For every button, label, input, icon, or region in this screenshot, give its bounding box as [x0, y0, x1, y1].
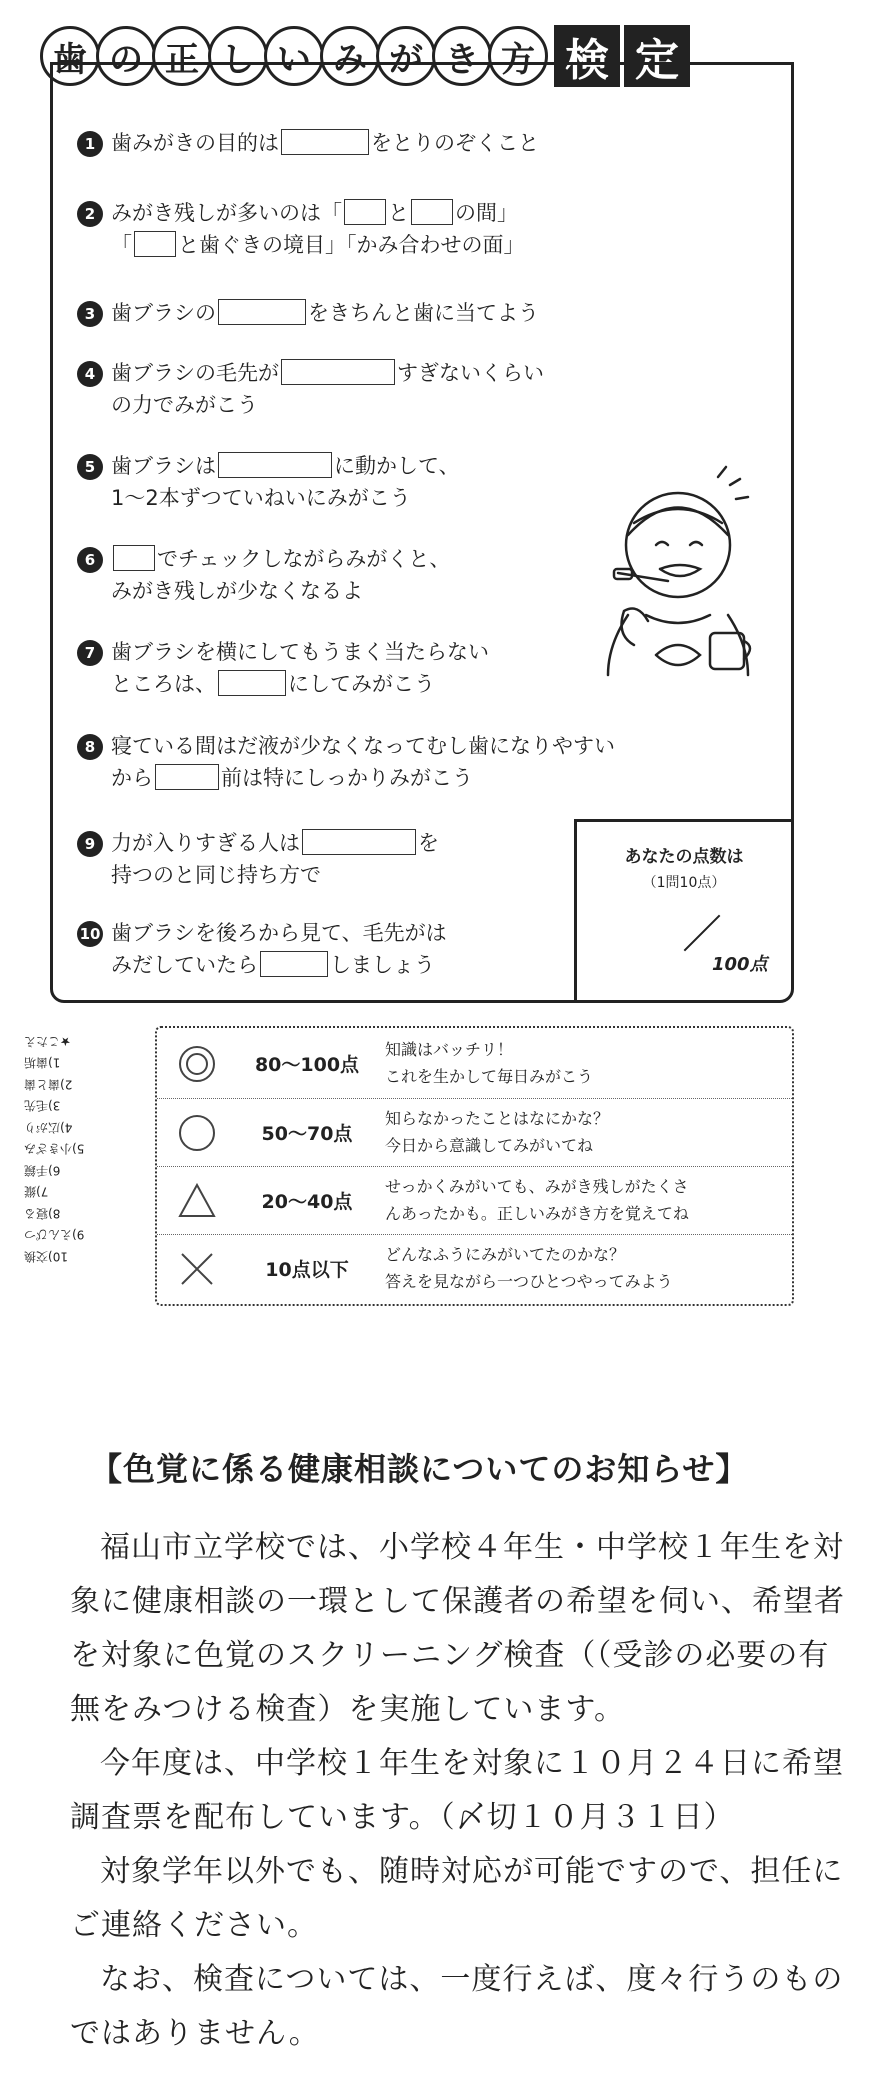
question-text: しましょう: [330, 953, 435, 977]
score-legend: [155, 1026, 794, 1306]
answer-item: 4)広がり: [24, 1120, 73, 1135]
child-brushing-teeth-illustration: [598, 465, 778, 705]
answer-item: 5)小きざみ: [24, 1142, 85, 1156]
question-text: みだしていたら: [111, 953, 258, 977]
question-text: に動かして、: [334, 454, 460, 478]
question-number: 9: [77, 831, 103, 857]
notice-body: [70, 1521, 850, 2061]
title-char: き: [432, 26, 492, 86]
question-text: みがき残しが少なくなるよ: [111, 579, 363, 603]
answer-blank[interactable]: [411, 199, 453, 225]
question-text: 「: [111, 233, 132, 257]
answer-blank[interactable]: [134, 231, 176, 257]
notice-paragraph: 対象学年以外でも、随時対応が可能ですので、担任にご連絡ください。: [70, 1854, 844, 1943]
title-box-char: 定: [624, 25, 690, 87]
question-number: 2: [77, 201, 103, 227]
triangle-icon: [177, 1181, 217, 1221]
question-text: ところは、: [111, 672, 216, 696]
question-text: と歯ぐきの境目」「かみ合わせの面」: [178, 233, 525, 257]
question-text: すぎないくらい: [397, 361, 544, 385]
title-char: 正: [152, 26, 212, 86]
title-box-char: 検: [554, 25, 620, 87]
answer-blank[interactable]: [281, 129, 369, 155]
question-4: [84, 357, 544, 421]
legend-range: 20～40点: [261, 1191, 353, 1213]
question-text: 寝ている間はだ液が少なくなってむし歯になりやすい: [111, 734, 615, 758]
answer-item: 9)えんぴつ: [24, 1228, 85, 1242]
upside-down-answer-list: [24, 1030, 149, 1267]
notice-paragraph: 今年度は、中学校１年生を対象に１０月２４日に希望調査票を配布しています。（〆切１０月３１日）: [70, 1746, 844, 1835]
notice-paragraph: 福山市立学校では、小学校４年生・中学校１年生を対象に健康相談の一環として保護者の希望を伺い、希望者を対象に色覚のスクリーニング検査（（受診の必要の有無をみつける検査）を実施しています。: [70, 1530, 845, 1727]
legend-range: 50～70点: [261, 1123, 353, 1145]
score-note: （1問10点）: [642, 875, 726, 891]
score-max: 100点: [712, 954, 768, 975]
answer-blank[interactable]: [344, 199, 386, 225]
question-5: [84, 450, 460, 514]
answer-blank[interactable]: [281, 359, 395, 385]
question-2: [84, 197, 525, 261]
question-text: の間」: [455, 201, 518, 225]
title-char: の: [96, 26, 156, 86]
answer-item: 6)手鏡: [24, 1163, 61, 1178]
question-text: をきちんと歯に当てよう: [308, 301, 539, 325]
question-8: [84, 730, 615, 794]
question-number: 4: [77, 361, 103, 387]
question-number: 5: [77, 454, 103, 480]
answer-item: 3)毛先: [24, 1099, 61, 1113]
question-10: [79, 917, 447, 981]
answer-blank[interactable]: [218, 299, 306, 325]
answer-blank[interactable]: [155, 764, 219, 790]
quiz-frame: [50, 62, 794, 1003]
question-text: 歯ブラシは: [111, 454, 216, 478]
cross-icon: [177, 1249, 217, 1289]
question-text: 1～2本ずつていねいにみがこう: [111, 486, 411, 510]
question-text: 持つのと同じ持ち方で: [111, 863, 321, 887]
answer-item: 2)歯と歯: [24, 1077, 73, 1092]
answer-blank[interactable]: [218, 452, 332, 478]
question-text: 前は特にしっかりみがこう: [221, 766, 473, 790]
question-number: 8: [77, 734, 103, 760]
question-7: [84, 636, 489, 700]
question-number: 10: [77, 921, 103, 947]
title-char: が: [376, 26, 436, 86]
legend-comment: 知らなかったことはなにかな？ 今日から意識してみがいてね: [385, 1109, 610, 1155]
question-text: を: [418, 831, 439, 855]
question-text: から: [111, 766, 153, 790]
question-number: 3: [77, 301, 103, 327]
answer-blank[interactable]: [218, 670, 286, 696]
notice-paragraph: なお、検査については、一度行えば、度々行うのものではありません。: [70, 1962, 844, 2051]
legend-row: [157, 1166, 792, 1235]
question-text: 歯ブラシを後ろから見て、毛先がは: [111, 921, 447, 945]
question-text: と: [388, 201, 409, 225]
legend-row: [157, 1030, 792, 1098]
score-box: [574, 819, 791, 1000]
question-text: 力が入りすぎる人は: [111, 831, 300, 855]
legend-comment: せっかくみがいても、みがき残しがたくさ んあったかも。正しいみがき方を覚えてね: [385, 1177, 689, 1223]
legend-comment: どんなふうにみがいてたのかな？ 答えを見ながら一つひとつやってみよう: [385, 1245, 673, 1291]
question-number: 1: [77, 131, 103, 157]
question-3: [84, 297, 539, 329]
question-text: 歯みがきの目的は: [111, 131, 279, 155]
question-text: にしてみがこう: [288, 672, 435, 696]
double-circle-icon: [177, 1044, 217, 1084]
question-text: みがき残しが多いのは「: [111, 201, 342, 225]
question-9: [84, 827, 439, 891]
title-char: い: [264, 26, 324, 86]
answer-item: 8)寝る: [24, 1206, 61, 1221]
question-text: でチェックしながらみがくと、: [157, 547, 451, 571]
question-number: 6: [77, 547, 103, 573]
question-text: をとりのぞくこと: [371, 131, 539, 155]
title-char: 方: [488, 26, 548, 86]
legend-range: 80～100点: [254, 1054, 360, 1076]
legend-comment: 知識はバッチリ！ これを生かして毎日みがこう: [385, 1040, 594, 1086]
notice-title: 【色覚に係る健康相談についてのお知らせ】: [90, 1450, 749, 1488]
circle-icon: [177, 1113, 217, 1153]
legend-row: [157, 1234, 792, 1303]
legend-row: [157, 1098, 792, 1167]
answer-item: 1)歯垢: [24, 1056, 61, 1070]
question-1: [84, 127, 539, 159]
answer-item: 10)交換: [24, 1249, 68, 1264]
score-slash: [684, 915, 721, 952]
answer-blank[interactable]: [260, 951, 328, 977]
title-char: み: [320, 26, 380, 86]
question-text: 歯ブラシを横にしてもうまく当たらない: [111, 640, 489, 664]
answer-blank[interactable]: [302, 829, 416, 855]
question-text: 歯ブラシの毛先が: [111, 361, 279, 385]
answer-item: ★こたえ: [24, 1034, 71, 1049]
question-text: の力でみがこう: [111, 393, 258, 417]
score-title: あなたの点数は: [624, 847, 744, 867]
answer-item: 7)縦: [24, 1185, 49, 1199]
question-text: 歯ブラシの: [111, 301, 216, 325]
title-char: 歯: [40, 26, 100, 86]
title-char: し: [208, 26, 268, 86]
question-6: [84, 543, 451, 607]
legend-range: 10点以下: [265, 1259, 349, 1281]
answer-blank[interactable]: [113, 545, 155, 571]
question-number: 7: [77, 640, 103, 666]
